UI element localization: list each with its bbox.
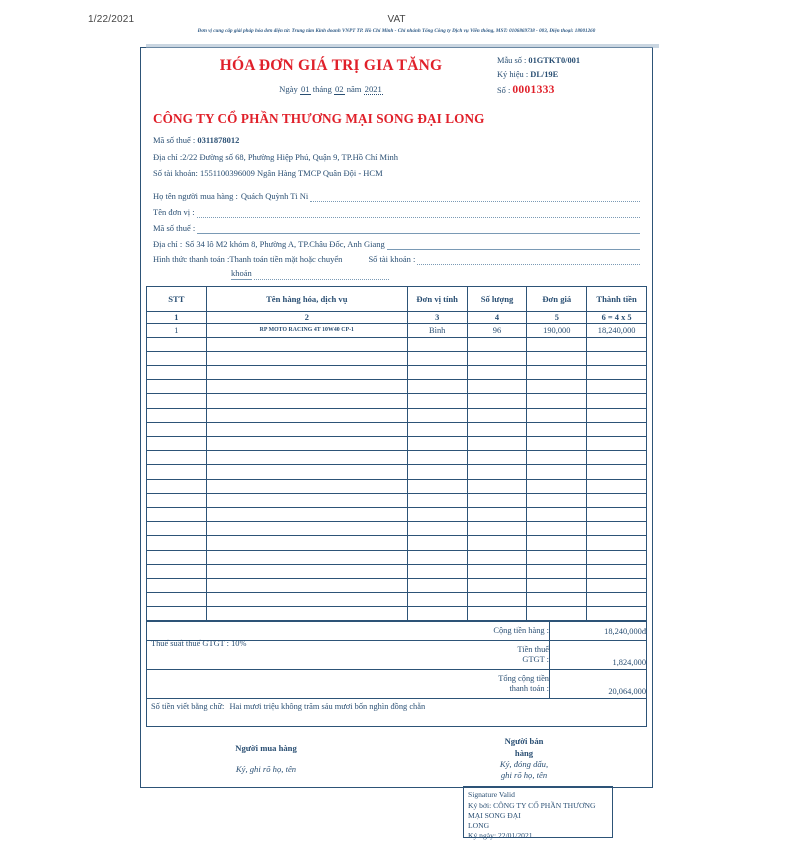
cell-empty <box>527 337 587 351</box>
form-value: 01GTKT0/001 <box>528 56 581 65</box>
buyer-company-row <box>153 202 640 218</box>
payment-value-cont: khoản <box>231 267 252 278</box>
col-num-unit: 3 <box>407 311 467 323</box>
table-row <box>147 323 647 337</box>
table-row-empty <box>147 593 647 607</box>
date-month: 02 <box>334 84 344 94</box>
cell-empty <box>147 550 207 564</box>
table-row-empty <box>147 479 647 493</box>
subtotal-label: Cộng tiền hàng : <box>147 622 550 641</box>
invoice-frame <box>140 47 653 841</box>
cell-name: RP MOTO RACING 4T 10W40 CP-1 <box>206 323 407 337</box>
date-month-label: tháng <box>312 84 332 94</box>
cell-empty <box>527 578 587 592</box>
col-num-name: 2 <box>206 311 407 323</box>
cell-empty <box>527 408 587 422</box>
cell-empty <box>527 366 587 380</box>
seller-signature-note-1: Ký, đóng dấu, <box>499 758 549 769</box>
cell-empty <box>527 394 587 408</box>
tax-row <box>147 641 647 670</box>
cell-empty <box>407 593 467 607</box>
cell-empty <box>206 593 407 607</box>
cell-empty <box>206 380 407 394</box>
cell-empty <box>206 437 407 451</box>
tax-rate-label: Thuế suất thuế GTGT : 10% <box>151 638 247 648</box>
date-year: 2021 <box>364 84 382 94</box>
seller-tax-value: 0311878012 <box>197 135 240 145</box>
cell-empty <box>407 493 467 507</box>
signature-signer-1: Ký bởi: CÔNG TY CỔ PHẦN THƯƠNG <box>468 800 596 810</box>
items-header-number-row <box>147 311 647 323</box>
cell-empty <box>147 451 207 465</box>
cell-empty <box>587 507 647 521</box>
cell-empty <box>407 366 467 380</box>
cell-empty <box>206 351 407 365</box>
cell-empty <box>467 422 527 436</box>
cell-empty <box>206 522 407 536</box>
grand-label-l1: Tổng cộng tiền <box>498 673 549 683</box>
tax-value: 1,824,000 <box>550 641 647 670</box>
cell-empty <box>147 337 207 351</box>
seller-signature-title-2: hàng <box>514 747 534 758</box>
cell-empty <box>407 380 467 394</box>
cell-empty <box>467 507 527 521</box>
grand-label-l2: thanh toán : <box>509 684 549 694</box>
cell-empty <box>147 507 207 521</box>
buyer-signature-block <box>181 743 351 774</box>
seller-address-value: 2/22 Đường số 68, Phường Hiệp Phú, Quận 9, TP.Hồ Chí Minh <box>182 151 398 162</box>
cell-qty: 96 <box>467 323 527 337</box>
table-row-empty <box>147 380 647 394</box>
number-value: 0001333 <box>512 84 555 97</box>
col-num-price: 5 <box>527 311 587 323</box>
col-num-amount: 6 = 4 x 5 <box>587 311 647 323</box>
cell-empty <box>407 536 467 550</box>
cell-empty <box>587 578 647 592</box>
amount-in-words <box>146 699 647 727</box>
col-header-price: Đơn giá <box>527 286 587 311</box>
buyer-address-row <box>153 234 640 250</box>
cell-empty <box>467 366 527 380</box>
cell-empty <box>467 380 527 394</box>
cell-empty <box>206 337 407 351</box>
table-row-empty <box>147 465 647 479</box>
cell-empty <box>467 465 527 479</box>
table-row-empty <box>147 451 647 465</box>
cell-empty <box>467 550 527 564</box>
tax-label-l2: GTGT : <box>522 655 549 665</box>
seller-block <box>141 111 652 182</box>
cell-empty <box>147 380 207 394</box>
print-date: 1/22/2021 <box>88 14 135 25</box>
buyer-name-label: Họ tên người mua hàng : <box>153 190 238 201</box>
invoice-title-block <box>141 48 652 111</box>
table-row-empty <box>147 522 647 536</box>
tax-label-cell <box>147 638 550 670</box>
words-label: Số tiền viết bằng chữ: <box>151 702 225 712</box>
cell-empty <box>206 366 407 380</box>
cell-empty <box>206 422 407 436</box>
cell-empty <box>587 479 647 493</box>
cell-empty <box>527 593 587 607</box>
cell-empty <box>587 564 647 578</box>
cell-empty <box>587 366 647 380</box>
buyer-company-fill <box>197 208 640 218</box>
signature-status: Signature Valid <box>468 790 515 800</box>
cell-empty <box>147 366 207 380</box>
cell-empty <box>407 408 467 422</box>
date-year-label: năm <box>346 84 362 94</box>
buyer-address-fill <box>387 240 640 250</box>
cell-empty <box>527 507 587 521</box>
cell-amount: 18,240,000 <box>587 323 647 337</box>
cell-empty <box>206 550 407 564</box>
cell-empty <box>587 351 647 365</box>
serial-row <box>497 68 642 82</box>
buyer-name-row <box>153 186 640 202</box>
cell-empty <box>206 536 407 550</box>
cell-empty <box>527 437 587 451</box>
cell-empty <box>467 479 527 493</box>
cell-empty <box>206 465 407 479</box>
buyer-block <box>141 182 652 280</box>
cell-empty <box>467 337 527 351</box>
cell-empty <box>467 607 527 621</box>
cell-empty <box>587 451 647 465</box>
table-row-empty <box>147 422 647 436</box>
cell-empty <box>467 522 527 536</box>
cell-empty <box>527 607 587 621</box>
cell-empty <box>467 564 527 578</box>
tax-label-l1: Tiền thuế <box>517 644 549 654</box>
date-prefix: Ngày <box>279 84 298 94</box>
number-row <box>497 81 642 100</box>
buyer-company-label: Tên đơn vị : <box>153 206 195 217</box>
cell-empty <box>147 564 207 578</box>
form-row <box>497 54 642 68</box>
table-row-empty <box>147 366 647 380</box>
print-title: VAT <box>387 14 406 25</box>
seller-signature-title-1: Người bán <box>504 736 544 747</box>
payment-fill-2 <box>254 270 389 280</box>
grand-label-cell <box>147 670 550 699</box>
table-row-empty <box>147 564 647 578</box>
cell-empty <box>467 493 527 507</box>
seller-tax-label: Mã số thuế : <box>153 135 196 145</box>
cell-empty <box>147 408 207 422</box>
words-value: Hai mươi triệu không trăm sáu mươi bốn nghìn đồng chẵn <box>229 702 426 712</box>
cell-empty <box>587 536 647 550</box>
buyer-name-value: Quách Quỳnh Ti Ni <box>240 190 309 201</box>
cell-empty <box>147 593 207 607</box>
cell-empty <box>587 394 647 408</box>
cell-empty <box>147 394 207 408</box>
table-row-empty <box>147 578 647 592</box>
table-row-empty <box>147 607 647 621</box>
cell-empty <box>206 507 407 521</box>
cell-empty <box>527 465 587 479</box>
cell-empty <box>147 351 207 365</box>
buyer-tax-label: Mã số thuế : <box>153 222 196 233</box>
buyer-name-fill <box>310 192 640 202</box>
signature-area <box>141 733 652 841</box>
col-header-qty: Số lượng <box>467 286 527 311</box>
form-label: Mẫu số : <box>497 56 527 65</box>
serial-label: Ký hiệu : <box>497 69 529 79</box>
cell-empty <box>206 493 407 507</box>
cell-empty <box>587 593 647 607</box>
cell-empty <box>527 522 587 536</box>
buyer-account-fill <box>417 255 640 265</box>
table-row-empty <box>147 351 647 365</box>
cell-empty <box>587 465 647 479</box>
number-label: Số : <box>497 86 511 96</box>
cell-unit: Bình <box>407 323 467 337</box>
col-header-amount: Thành tiền <box>587 286 647 311</box>
cell-empty <box>527 451 587 465</box>
serial-value: DL/19E <box>530 69 559 79</box>
cell-empty <box>206 451 407 465</box>
items-table-body <box>147 323 647 621</box>
cell-empty <box>467 351 527 365</box>
cell-empty <box>587 437 647 451</box>
cell-empty <box>467 408 527 422</box>
invoice-title: HÓA ĐƠN GIÁ TRỊ GIA TĂNG <box>219 57 443 74</box>
buyer-tax-fill <box>197 224 640 234</box>
items-table-wrap <box>141 280 652 622</box>
cell-empty <box>407 578 467 592</box>
cell-empty <box>527 422 587 436</box>
table-row-empty <box>147 337 647 351</box>
cell-empty <box>206 607 407 621</box>
seller-address-label: Địa chỉ : <box>153 151 183 162</box>
seller-bank-label: Số tài khoản: <box>153 168 198 179</box>
digital-signature-box <box>463 786 613 841</box>
cell-empty <box>407 394 467 408</box>
buyer-signature-title: Người mua hàng <box>235 743 297 754</box>
provider-note: Đơn vị cung cấp giải pháp hóa đơn điện tử: Trung tâm Kinh doanh VNPT TP. Hồ Chí Minh - Chi nhánh Tổng Công ty Dịch vụ Viễn thông, MST: 0106869738 - 003, Điện thoại: 18001260 <box>197 28 596 34</box>
cell-empty <box>527 536 587 550</box>
signature-signer-3: LONG <box>468 820 490 830</box>
items-table-head <box>147 286 647 323</box>
cell-empty <box>467 593 527 607</box>
cell-empty <box>407 437 467 451</box>
cell-empty <box>407 422 467 436</box>
seller-address-row <box>153 149 652 166</box>
cell-empty <box>467 578 527 592</box>
payment-label: Hình thức thanh toán : <box>153 253 230 264</box>
cell-empty <box>407 522 467 536</box>
payment-value: Thanh toán tiền mặt hoặc chuyển <box>229 253 343 264</box>
cell-empty <box>206 408 407 422</box>
buyer-tax-row <box>153 218 640 234</box>
col-header-unit: Đơn vị tính <box>407 286 467 311</box>
table-row-empty <box>147 437 647 451</box>
cell-empty <box>527 564 587 578</box>
table-row-empty <box>147 408 647 422</box>
cell-empty <box>147 437 207 451</box>
table-row-empty <box>147 394 647 408</box>
cell-empty <box>587 422 647 436</box>
items-header-row <box>147 286 647 311</box>
seller-name: CÔNG TY CỔ PHẦN THƯƠNG MẠI SONG ĐẠI LONG <box>153 111 485 126</box>
buyer-account-label: Số tài khoản : <box>368 253 416 264</box>
cell-empty <box>407 479 467 493</box>
cell-empty <box>587 408 647 422</box>
cell-empty <box>527 493 587 507</box>
seller-bank-row <box>153 165 652 182</box>
table-row-empty <box>147 507 647 521</box>
totals-wrap <box>141 621 652 727</box>
cell-empty <box>147 607 207 621</box>
cell-empty <box>587 522 647 536</box>
cell-empty <box>587 337 647 351</box>
buyer-payment-row <box>153 250 640 265</box>
cell-empty <box>147 422 207 436</box>
cell-empty <box>527 380 587 394</box>
cell-empty <box>206 578 407 592</box>
cell-empty <box>467 394 527 408</box>
cell-empty <box>527 479 587 493</box>
totals-table <box>146 621 647 699</box>
cell-empty <box>407 507 467 521</box>
cell-empty <box>147 522 207 536</box>
table-row-empty <box>147 493 647 507</box>
cell-empty <box>527 351 587 365</box>
cell-empty <box>206 479 407 493</box>
cell-price: 190,000 <box>527 323 587 337</box>
invoice-date-line <box>141 84 521 94</box>
grand-total-row <box>147 670 647 699</box>
subtotal-value: 18,240,000đ <box>550 622 647 641</box>
cell-empty <box>407 564 467 578</box>
table-row-empty <box>147 550 647 564</box>
buyer-address-value: Số 34 lô M2 khóm 8, Phường A, TP.Châu Đốc, Anh Giang <box>185 238 385 249</box>
cell-empty <box>147 465 207 479</box>
cell-empty <box>407 351 467 365</box>
signature-signer-2: MẠI SONG ĐẠI <box>468 810 521 820</box>
buyer-payment-row-2 <box>153 265 640 280</box>
cell-empty <box>527 550 587 564</box>
seller-signature-block <box>459 736 589 781</box>
invoice-meta <box>497 54 642 100</box>
seller-tax-row <box>153 132 652 149</box>
seller-signature-note-2: ghi rõ họ, tên <box>500 769 548 780</box>
cell-empty <box>407 337 467 351</box>
cell-empty <box>407 451 467 465</box>
cell-empty <box>467 451 527 465</box>
cell-empty <box>587 550 647 564</box>
buyer-signature-note: Ký, ghi rõ họ, tên <box>235 764 297 775</box>
items-table <box>146 286 647 622</box>
col-header-stt: STT <box>147 286 207 311</box>
cell-empty <box>467 437 527 451</box>
cell-empty <box>147 479 207 493</box>
cell-empty <box>587 493 647 507</box>
date-day: 01 <box>300 84 310 94</box>
cell-empty <box>407 550 467 564</box>
col-num-qty: 4 <box>467 311 527 323</box>
cell-empty <box>467 536 527 550</box>
col-header-name: Tên hàng hóa, dịch vụ <box>206 286 407 311</box>
cell-stt: 1 <box>147 323 207 337</box>
buyer-address-label: Địa chỉ : <box>153 238 183 249</box>
cell-empty <box>206 394 407 408</box>
cell-empty <box>147 493 207 507</box>
cell-empty <box>147 536 207 550</box>
cell-empty <box>407 465 467 479</box>
table-row-empty <box>147 536 647 550</box>
cell-empty <box>147 578 207 592</box>
cell-empty <box>587 607 647 621</box>
cell-empty <box>407 607 467 621</box>
col-num-stt: 1 <box>147 311 207 323</box>
cell-empty <box>206 564 407 578</box>
cell-empty <box>587 380 647 394</box>
signature-date: Ký ngày: 22/01/2021 <box>468 831 533 841</box>
grand-value: 20,064,000 <box>550 670 647 699</box>
seller-bank-value: 1551100396009 Ngân Hàng TMCP Quân Đội - HCM <box>199 168 383 179</box>
